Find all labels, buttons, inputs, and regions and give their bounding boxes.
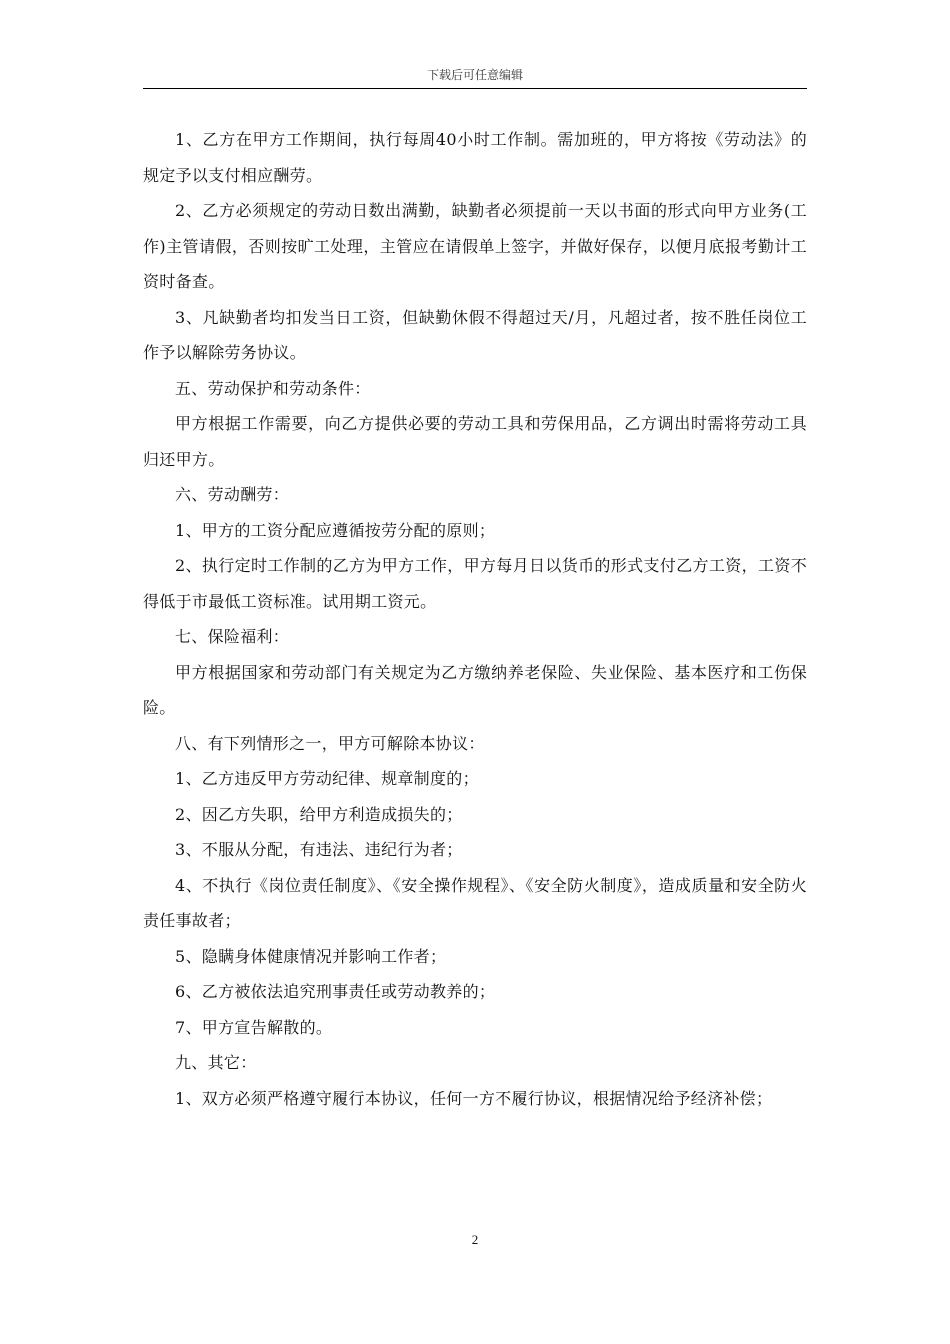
paragraph: 4、不执行《岗位责任制度》、《安全操作规程》、《安全防火制度》，造成质量和安全防火责任事故者； xyxy=(143,875,807,930)
paragraph: 2、因乙方失职，给甲方利造成损失的； xyxy=(175,804,463,824)
section-heading: 六、劳动酬劳： xyxy=(175,485,290,504)
page-header: 下载后可任意编辑 xyxy=(426,68,523,82)
paragraph: 甲方根据工作需要，向乙方提供必要的劳动工具和劳保用品，乙方调出时需将劳动工具归还甲方。 xyxy=(143,414,807,469)
paragraph: 2、乙方必须规定的劳动日数出满勤，缺勤者必须提前一天以书面的形式向甲方业务(工作)主管请假，否则按旷工处理，主管应在请假单上签字，并做好保存，以便月底报考勤计工资时备查。 xyxy=(143,201,807,291)
paragraph: 7、甲方宣告解散的。 xyxy=(175,1017,333,1037)
section-heading: 八、有下列情形之一，甲方可解除本协议： xyxy=(175,733,485,753)
header-divider xyxy=(143,88,807,89)
paragraph: 1、乙方在甲方工作期间，执行每周40小时工作制。需加班的，甲方将按《劳动法》的规定予以支付相应酬劳。 xyxy=(143,130,807,185)
paragraph: 6、乙方被依法追究刑事责任或劳动教养的； xyxy=(175,982,496,1001)
paragraph: 1、甲方的工资分配应遵循按劳分配的原则； xyxy=(175,520,496,540)
section-heading: 九、其它： xyxy=(175,1053,257,1072)
paragraph: 5、隐瞒身体健康情况并影响工作者； xyxy=(175,946,447,966)
document-body xyxy=(143,122,807,1116)
paragraph: 3、凡缺勤者均扣发当日工资，但缺勤休假不得超过天/月，凡超过者，按不胜任岗位工作予以解除劳务协议。 xyxy=(143,307,807,362)
section-heading: 七、保险福利： xyxy=(175,627,290,646)
paragraph: 3、不服从分配，有违法、违纪行为者； xyxy=(175,840,463,859)
section-heading: 五、劳动保护和劳动条件： xyxy=(175,378,371,398)
paragraph: 2、执行定时工作制的乙方为甲方工作，甲方每月日以货币的形式支付乙方工资，工资不得低于市最低工资标准。试用期工资元。 xyxy=(143,556,807,611)
paragraph: 1、双方必须严格遵守履行本协议，任何一方不履行协议，根据情况给予经济补偿； xyxy=(175,1088,773,1108)
paragraph: 1、乙方违反甲方劳动纪律、规章制度的； xyxy=(175,769,479,788)
page-number: 2 xyxy=(471,1232,479,1247)
paragraph: 甲方根据国家和劳动部门有关规定为乙方缴纳养老保险、失业保险、基本医疗和工伤保险。 xyxy=(143,662,807,717)
